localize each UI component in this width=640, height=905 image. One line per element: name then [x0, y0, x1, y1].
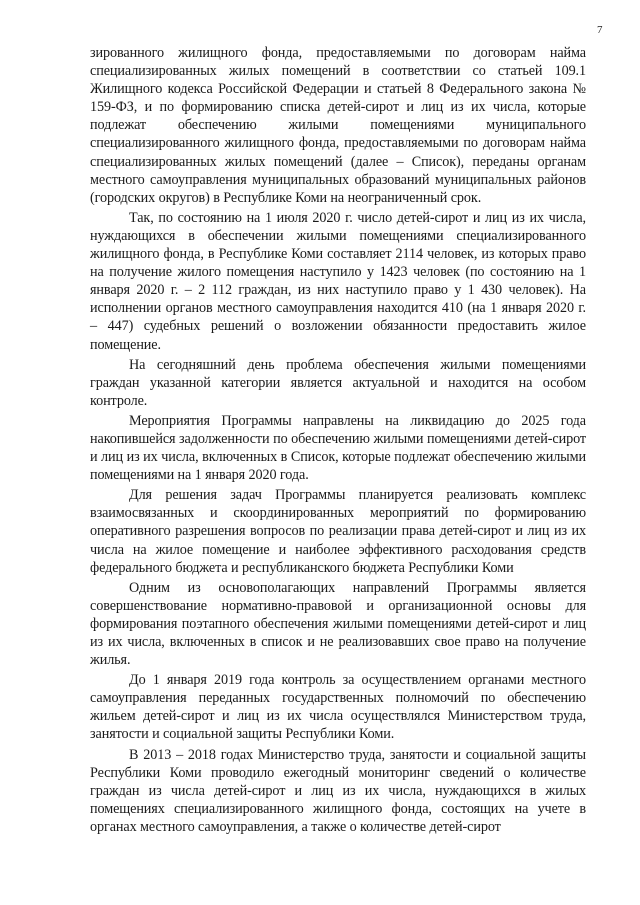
- paragraph-problem: На сегодняшний день проблема обеспечения жилыми помещениями граждан указанной категории является актуальной и находится на особом контроле.: [90, 356, 586, 409]
- document-body: [90, 44, 586, 838]
- paragraph-main-direction: Одним из основополагающих направлений Программы является совершенствование нормативно-правовой и организационной основы для формирования поэтапного обеспечения жилыми помещениями детей-сирот и лиц из их числа, включенных в список и не реализовавших свое право на получение жилья.: [90, 579, 586, 669]
- paragraph-statistics: Так, по состоянию на 1 июля 2020 г. число детей-сирот и лиц из их числа, нуждающихся в обеспечении жилыми помещениями специализированного жилищного фонда, в Республике Коми составляет 2114 человек, из которых право на получение жилого помещения наступило у 1423 человек (по состоянию на 1 января 2020 г. – 2 112 граждан, из них наступило право у 1 430 человек). На исполнении органов местного самоуправления находится 410 (на 1 января 2020 г. – 447) судебных решений о возложении обязанности предоставить жилое помещение.: [90, 209, 586, 353]
- paragraph-program-tasks: Для решения задач Программы планируется реализовать комплекс взаимосвязанных и скоординированных мероприятий по формированию оперативного разрешения вопросов по реализации права детей-сирот и лиц из их числа на жилое помещение и наиболее эффективного расходования средств федерального бюджета и республиканского бюджета Республики Коми: [90, 487, 586, 576]
- paragraph-program-activities: Мероприятия Программы направлены на ликвидацию до 2025 года накопившейся задолженности по обеспечению жилыми помещениями детей-сирот и лиц из их числа, включенных в Список, которые подлежат обеспечению жилыми помещениями на 1 января 2020 года.: [90, 412, 586, 484]
- paragraph-control: До 1 января 2019 года контроль за осуществлением органами местного самоуправления переданных государственных полномочий по обеспечению жильем детей-сирот и лиц из их числа осуществлялся Министерством труда, занятости и социальной защиты Республики Коми.: [90, 672, 586, 743]
- paragraph-continuation: зированного жилищного фонда, предоставляемыми по договорам найма специализированных жилых помещений в соответствии со статьей 109.1 Жилищного кодекса Российской Федерации и статьей 8 Федерального закона № 159-ФЗ, и по формированию списка детей-сирот и лиц из их числа, которые подлежат обеспечению жилыми помещениями муниципального специализированного жилищного фонда, предоставляемыми по договорам найма специализированных жилых помещений (далее – Список), переданы органам местного самоуправления муниципальных образований муниципальных районов (городских округов) в Республике Коми на неограниченный срок.: [90, 45, 586, 206]
- paragraph-monitoring: В 2013 – 2018 годах Министерство труда, занятости и социальной защиты Республики Коми проводило ежегодный мониторинг сведений о количестве граждан из числа детей-сирот и лиц из их числа, нуждающихся в жилых помещениях специализированного жилищного фонда, состоящих на учете в органах местного самоуправления, а также о количестве детей-сирот: [90, 746, 586, 835]
- page-number: 7: [597, 24, 603, 36]
